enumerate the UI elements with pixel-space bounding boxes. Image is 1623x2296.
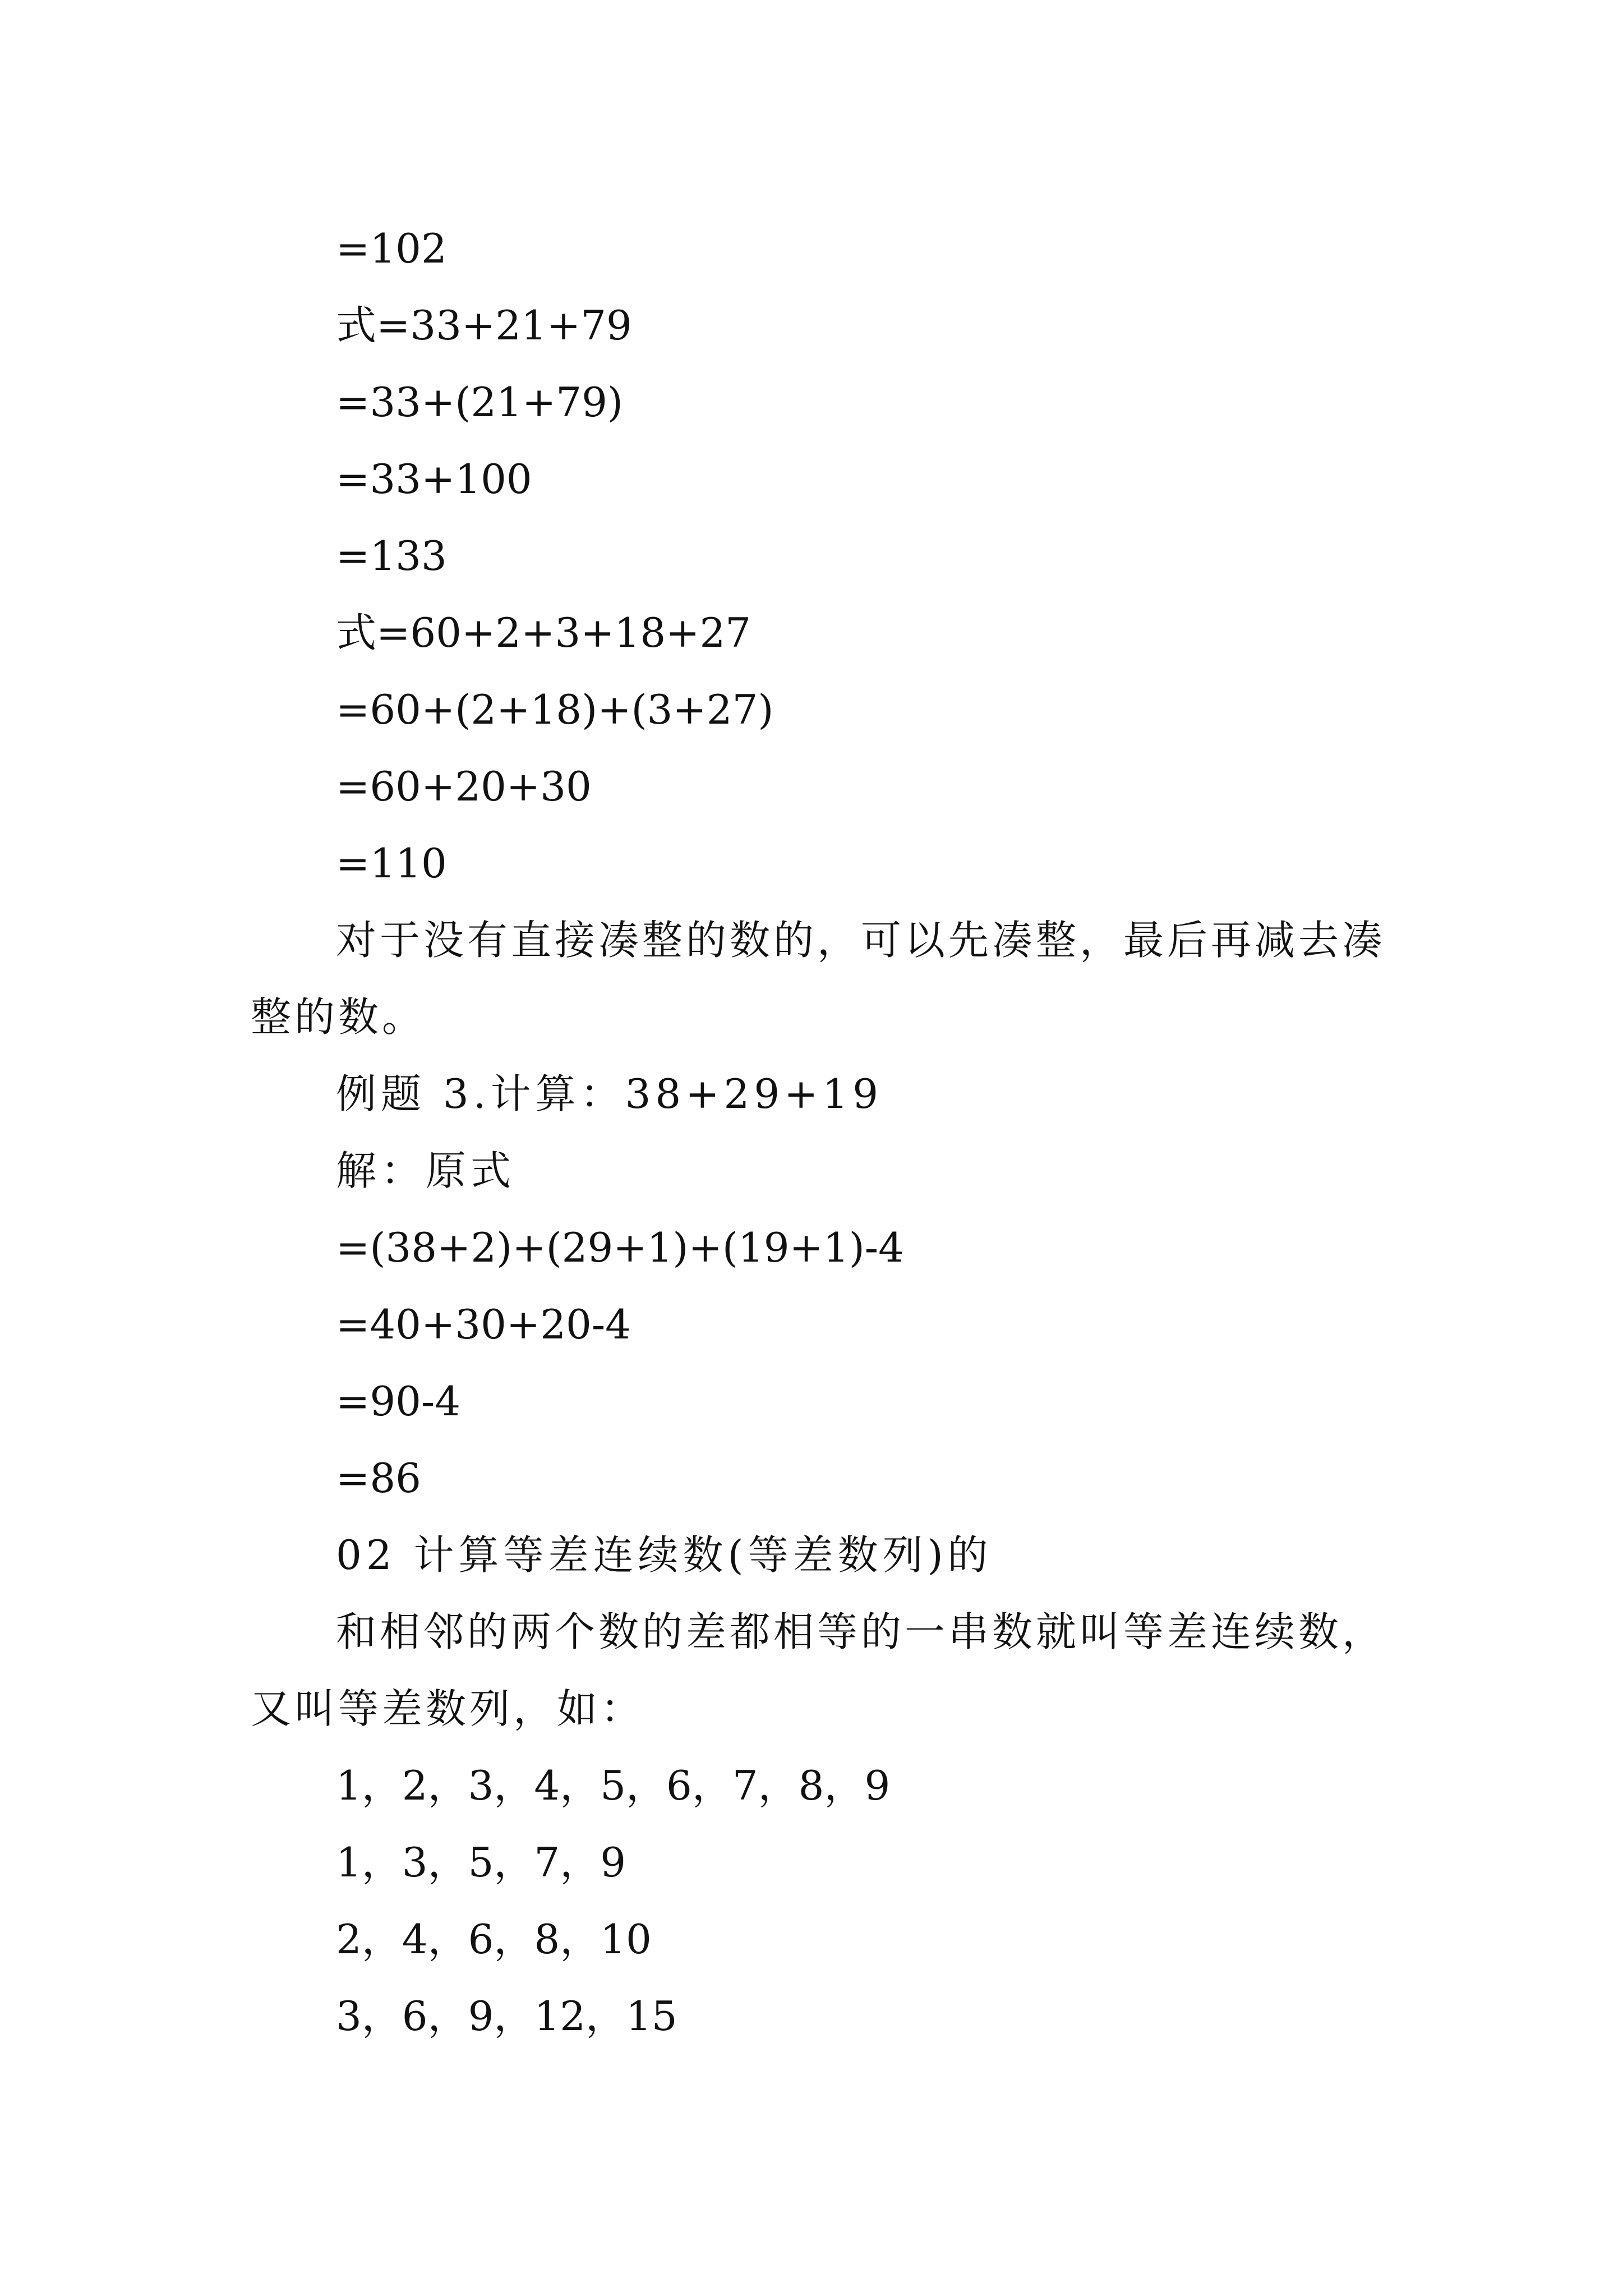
- paragraph: 对于没有直接凑整的数的，可以先凑整，最后再减去凑整的数。: [251, 917, 1386, 1041]
- sequence-line: 1，2，3，4，5，6，7，8，9: [336, 1762, 891, 1809]
- example-title: 例题 3.计算：38+29+19: [336, 1070, 883, 1117]
- solution-step: =(38+2)+(29+1)+(19+1)-4: [336, 1224, 904, 1271]
- equation-line: 式=33+21+79: [336, 302, 632, 349]
- equation-line: =102: [336, 225, 447, 272]
- sequence-line: 1，3，5，7，9: [336, 1839, 626, 1886]
- solution-step: =90-4: [336, 1378, 461, 1425]
- sequence-line: 2，4，6，8，10: [336, 1916, 652, 1963]
- sequence-line: 3，6，9，12，15: [336, 1993, 677, 2040]
- equation-line: =110: [336, 840, 447, 887]
- equation-line: =60+20+30: [336, 763, 592, 810]
- section-heading: 02 计算等差连续数(等差数列)的: [336, 1531, 993, 1579]
- equation-line: 式=60+2+3+18+27: [336, 609, 751, 656]
- equation-line: =33+(21+79): [336, 379, 624, 426]
- paragraph: 和相邻的两个数的差都相等的一串数就叫等差连续数，又叫等差数列，如：: [251, 1608, 1386, 1732]
- equation-line: =133: [336, 532, 447, 579]
- solution-label: 解：原式: [336, 1147, 516, 1194]
- solution-step: =86: [336, 1455, 421, 1502]
- page-content: [251, 210, 1420, 2055]
- equation-line: =60+(2+18)+(3+27): [336, 686, 774, 733]
- equation-line: =33+100: [336, 455, 532, 503]
- solution-step: =40+30+20-4: [336, 1301, 631, 1348]
